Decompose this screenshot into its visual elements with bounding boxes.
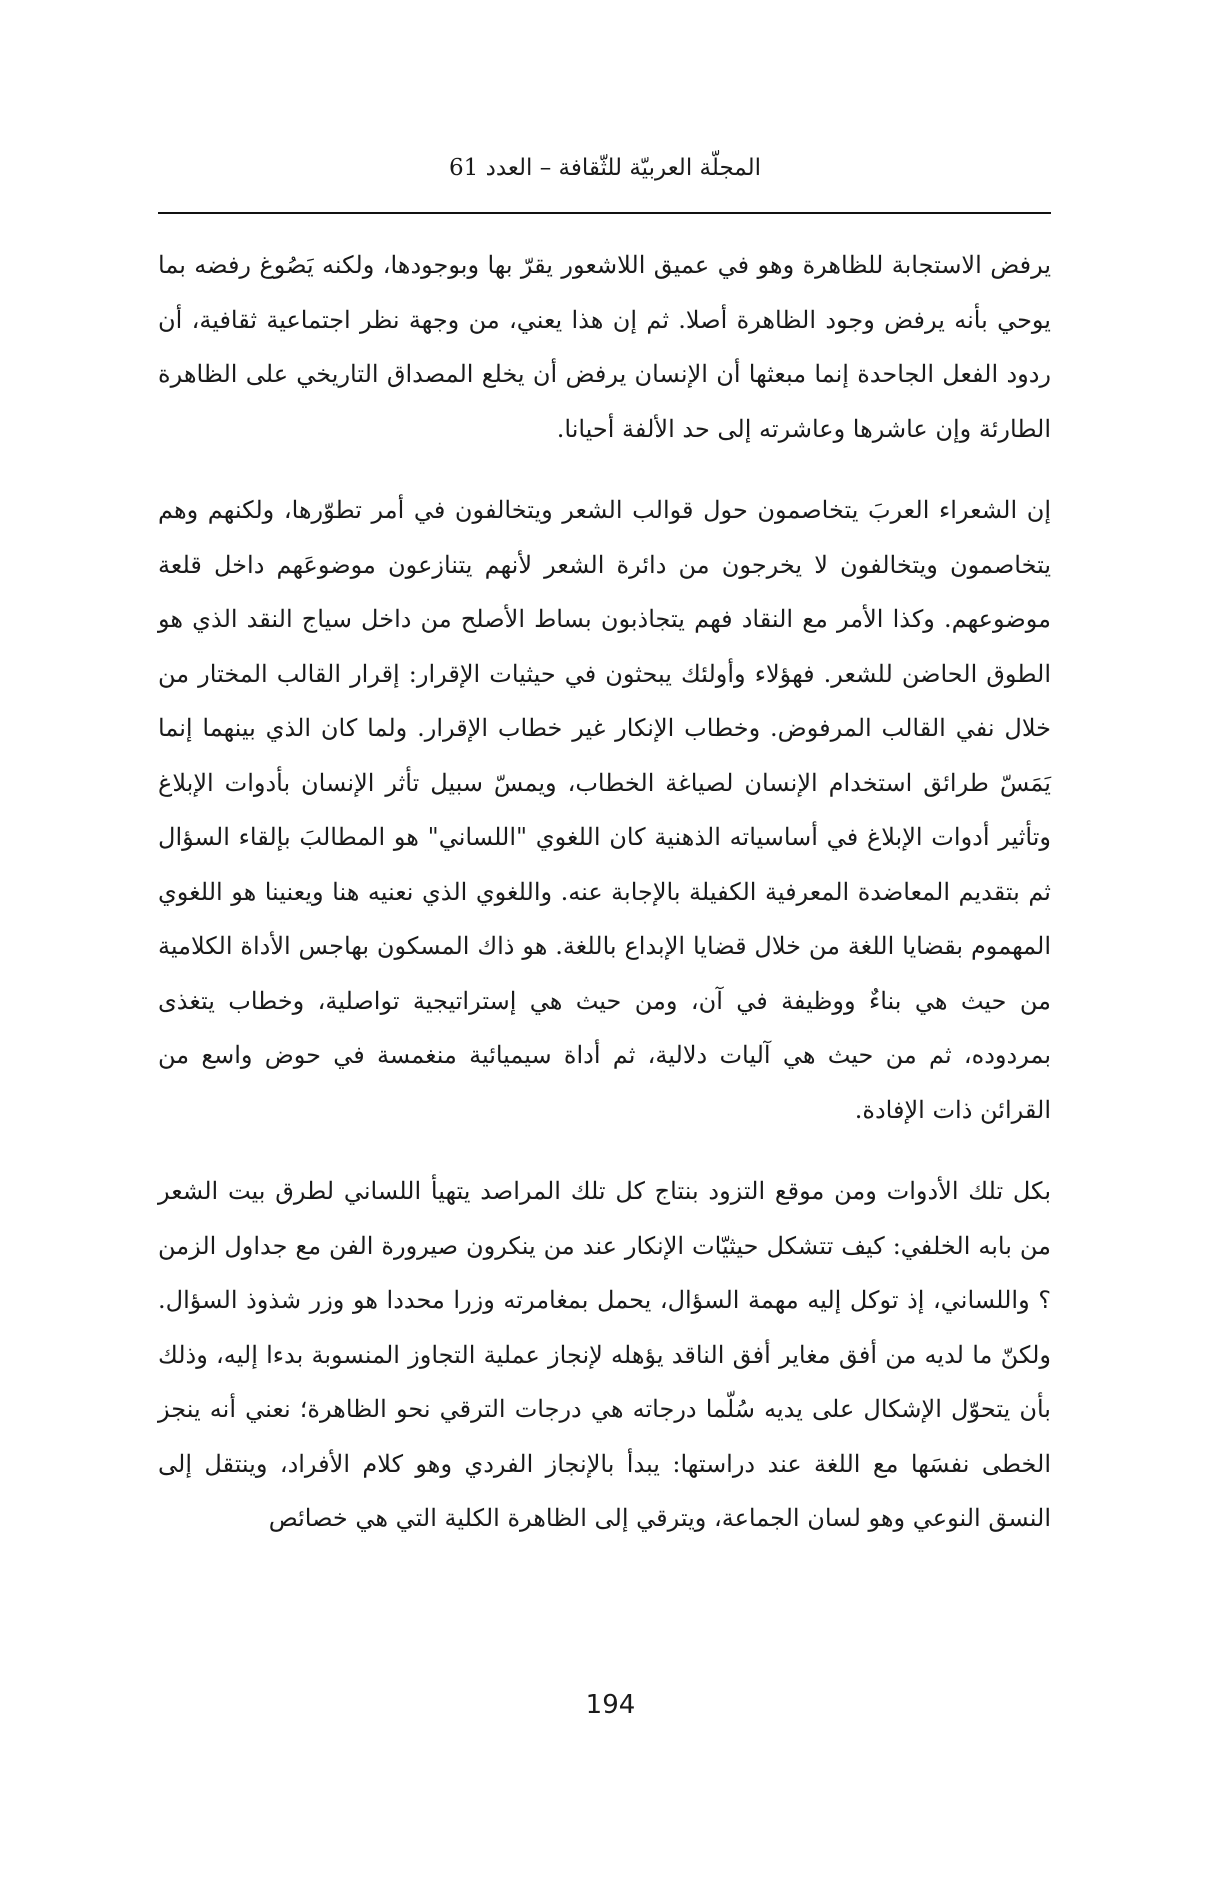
paragraph-2: إن الشعراء العربَ يتخاصمون حول قوالب الشعر ويتخالفون في أمر تطوّرها، ولكنهم وهم يتخاصمون ويتخالفون لا يخرجون من دائرة الشعر لأنهم يتنازعون موضوعَهم داخل قلعة موضوعهم. وكذا الأمر مع النقاد فهم يتجاذبون بساط الأصلح من داخل سياج النقد الذي هو الطوق الحاضن للشعر. فهؤلاء وأولئك يبحثون في حيثيات الإقرار: إقرار القالب المختار من خلال نفي القالب المرفوض. وخطاب الإنكار غير خطاب الإقرار. ولما كان الذي بينهما إنما يَمَسّ طرائق استخدام الإنسان لصياغة الخطاب، ويمسّ سبيل تأثر الإنسان بأدوات الإبلاغ وتأثير أدوات الإبلاغ في أساسياته الذهنية كان اللغوي "اللساني" هو المطالبَ بإلقاء السؤال ثم بتقديم المعاضدة المعرفية الكفيلة بالإجابة عنه. واللغوي الذي نعنيه هنا ويعنينا هو اللغوي المهموم بقضايا اللغة من خلال قضايا الإبداع باللغة. هو ذاك المسكون بهاجس الأداة الكلامية من حيث هي بناءٌ ووظيفة في آن، ومن حيث هي إستراتيجية تواصلية، وخطاب يتغذى بمردوده، ثم من حيث هي آليات دلالية، ثم أداة سيميائية منغمسة في حوض واسع من القرائن ذات الإفادة. <box>158 496 1051 1124</box>
paragraph-3: بكل تلك الأدوات ومن موقع التزود بنتاج كل تلك المراصد يتهيأ اللساني لطرق بيت الشعر من بابه الخلفي: كيف تتشكل حيثيّات الإنكار عند من ينكرون صيرورة الفن مع جداول الزمن ؟ واللساني، إذ توكل إليه مهمة السؤال، يحمل بمغامرته وزرا محددا هو وزر شذوذ السؤال. ولكنّ ما لديه من أفق مغاير أفق الناقد يؤهله لإنجاز عملية التجاوز المنسوبة بدءا إليه، وذلك بأن يتحوّل الإشكال على يديه سُلّما درجاته هي درجات الترقي نحو الظاهرة؛ نعني أنه ينجز الخطى نفسَها مع اللغة عند دراستها: يبدأ بالإنجاز الفردي وهو كلام الأفراد، وينتقل إلى النسق النوعي وهو لسان الجماعة، ويترقي إلى الظاهرة الكلية التي هي خصائص <box>158 1177 1051 1532</box>
running-header: المجلّة العربيّة للثّقافة – العدد 61 <box>448 155 762 181</box>
article-body <box>158 238 1051 1546</box>
header-divider <box>158 212 1051 214</box>
paragraph-1: يرفض الاستجابة للظاهرة وهو في عميق اللاشعور يقرّ بها وبوجودها، ولكنه يَصُوغ رفضه بما يوحي بأنه يرفض وجود الظاهرة أصلا. ثم إن هذا يعني، من وجهة نظر اجتماعية ثقافية، أن ردود الفعل الجاحدة إنما مبعثها أن الإنسان يرفض أن يخلع المصداق التاريخي على الظاهرة الطارئة وإن عاشرها وعاشرته إلى حد الألفة أحيانا. <box>158 251 1051 443</box>
page-number: 194 <box>585 1690 636 1720</box>
